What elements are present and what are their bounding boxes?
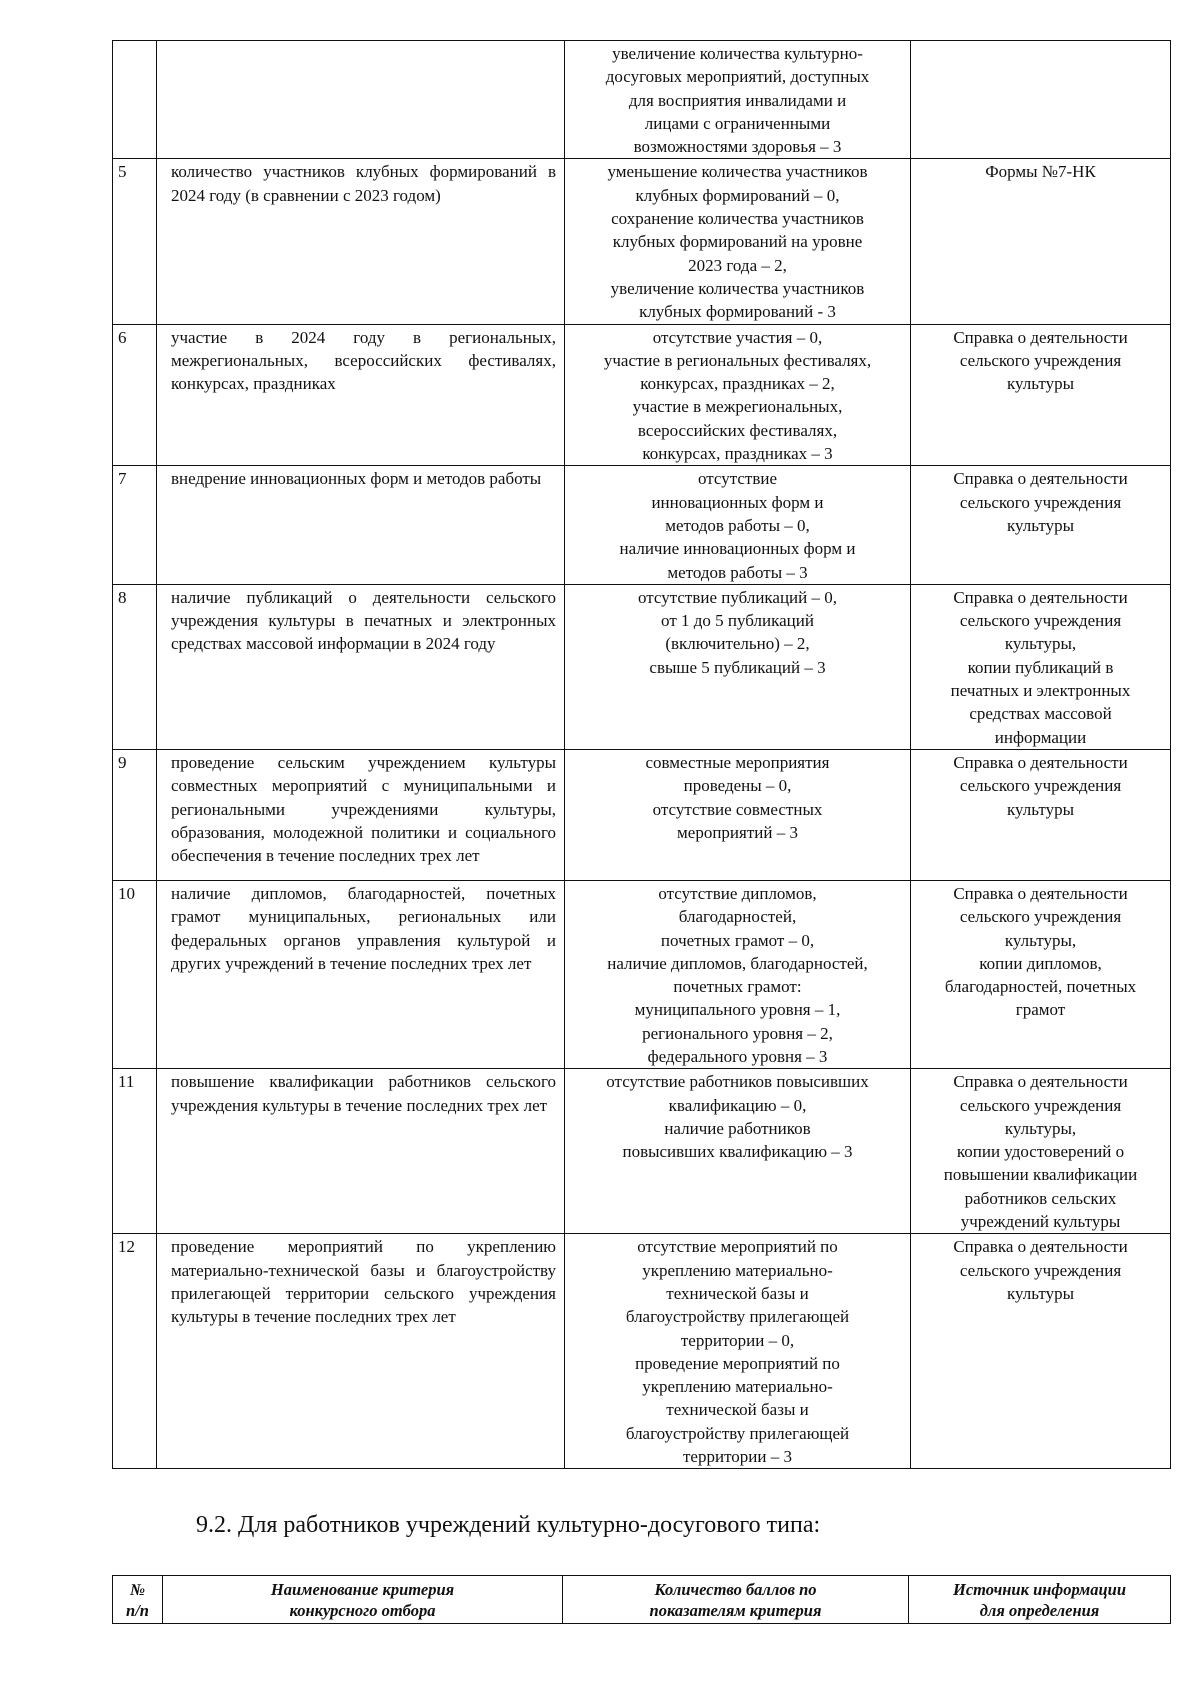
- criterion-points: [565, 466, 911, 584]
- points-line: укреплению материально-: [642, 1260, 833, 1280]
- row-number: [113, 41, 157, 159]
- criterion-points: [565, 324, 911, 466]
- source-line: копии дипломов,: [979, 953, 1102, 973]
- source-line: работников сельских: [964, 1188, 1117, 1208]
- table-row: [113, 584, 1171, 749]
- points-line: территории – 3: [683, 1447, 792, 1467]
- criterion-name: наличие дипломов, благодарностей, почетных грамот муниципальных, региональных или федеральных органов управления культурой и других учреждений в течение последних трех лет: [157, 880, 565, 1068]
- source-line: сельского учреждения: [959, 350, 1122, 370]
- source-line: Справка о деятельности: [953, 752, 1128, 772]
- row-number: 9: [113, 749, 157, 880]
- source-line: Справка о деятельности: [953, 327, 1128, 347]
- source-line: культуры: [1007, 515, 1074, 535]
- source-line: культуры,: [1004, 634, 1077, 654]
- table-row: [113, 159, 1171, 324]
- table-row: [113, 1234, 1171, 1469]
- source-line: культуры: [1007, 1283, 1074, 1303]
- information-source: [911, 1069, 1171, 1234]
- points-line: методов работы – 0,: [665, 515, 810, 535]
- information-source: [911, 880, 1171, 1068]
- points-line: участие в региональных фестивалях,: [603, 350, 872, 370]
- source-line: сельского учреждения: [959, 611, 1122, 631]
- row-number: 12: [113, 1234, 157, 1469]
- table-row: [113, 1069, 1171, 1234]
- points-line: уменьшение количества участников: [607, 162, 868, 182]
- source-line: информации: [994, 727, 1087, 747]
- points-line: территории – 0,: [680, 1330, 795, 1350]
- points-line: наличие инновационных форм и: [619, 539, 856, 559]
- source-line: Справка о деятельности: [953, 1237, 1128, 1257]
- points-line: 2023 года – 2,: [688, 255, 787, 275]
- header-row: [113, 1576, 1171, 1624]
- points-line: увеличение количества культурно-: [612, 44, 863, 63]
- points-line: регионального уровня – 2,: [642, 1023, 833, 1043]
- criterion-points: [565, 159, 911, 324]
- points-line: инновационных форм и: [651, 492, 824, 512]
- points-line: всероссийских фестивалях,: [637, 420, 838, 440]
- points-line: благоустройству прилегающей: [625, 1307, 850, 1327]
- row-number: 8: [113, 584, 157, 749]
- source-line: копии удостоверений о: [956, 1142, 1125, 1162]
- points-line: клубных формирований на уровне: [612, 232, 863, 252]
- points-line: проведение мероприятий по: [635, 1353, 840, 1373]
- criterion-points: [565, 880, 911, 1068]
- points-line: методов работы – 3: [667, 562, 808, 582]
- points-line: отсутствие дипломов,: [658, 883, 817, 903]
- source-line: печатных и электронных: [950, 681, 1131, 701]
- points-line: отсутствие публикаций – 0,: [637, 587, 838, 607]
- source-line: Справка о деятельности: [953, 469, 1128, 489]
- points-line: мероприятий – 3: [677, 822, 798, 842]
- source-line: средствах массовой: [969, 704, 1112, 724]
- points-line: от 1 до 5 публикаций: [661, 611, 814, 631]
- points-line: возможностями здоровья – 3: [633, 137, 842, 157]
- points-line: участие в межрегиональных,: [632, 397, 843, 417]
- source-line: копии публикаций в: [967, 657, 1114, 677]
- points-line: федерального уровня – 3: [647, 1046, 828, 1066]
- table-row: [113, 880, 1171, 1068]
- points-line: клубных формирований - 3: [639, 302, 836, 322]
- row-number: 7: [113, 466, 157, 584]
- points-line: почетных грамот:: [673, 977, 802, 997]
- points-line: отсутствие: [697, 469, 777, 489]
- points-line: (включительно) – 2,: [665, 634, 810, 654]
- criterion-name: количество участников клубных формирований в 2024 году (в сравнении с 2023 годом): [157, 159, 565, 324]
- source-line: сельского учреждения: [959, 492, 1122, 512]
- criterion-points: [565, 41, 911, 159]
- source-line: сельского учреждения: [959, 907, 1122, 927]
- points-line: отсутствие работников повысивших: [606, 1072, 869, 1092]
- information-source: [911, 1234, 1171, 1469]
- source-line: Справка о деятельности: [953, 1072, 1128, 1092]
- source-line: благодарностей, почетных: [944, 977, 1137, 997]
- points-line: наличие дипломов, благодарностей,: [607, 953, 868, 973]
- criterion-name: внедрение инновационных форм и методов работы: [157, 466, 565, 584]
- table-row: [113, 324, 1171, 466]
- source-line: Справка о деятельности: [953, 883, 1128, 903]
- header-criterion-name: Наименование критерия конкурсного отбора: [163, 1576, 563, 1624]
- criteria-table: [112, 40, 1171, 1469]
- criteria-table-body: [113, 41, 1171, 1469]
- information-source: [911, 324, 1171, 466]
- header-number: № п/п: [113, 1576, 163, 1624]
- points-line: отсутствие совместных: [652, 799, 823, 819]
- criterion-points: [565, 1069, 911, 1234]
- source-line: Справка о деятельности: [953, 587, 1128, 607]
- section-heading: 9.2. Для работников учреждений культурно-досугового типа:: [196, 1512, 821, 1538]
- source-line: сельского учреждения: [959, 1095, 1122, 1115]
- points-line: для восприятия инвалидами и: [628, 90, 847, 110]
- criterion-name: [157, 41, 565, 159]
- row-number: 6: [113, 324, 157, 466]
- criterion-name: проведение сельским учреждением культуры совместных мероприятий с муниципальными и региональными учреждениями культуры, образования, молодежной политики и социального обеспечения в течение последних трех лет: [157, 749, 565, 880]
- points-line: почетных грамот – 0,: [660, 930, 815, 950]
- points-line: технической базы и: [666, 1283, 809, 1303]
- points-line: благоустройству прилегающей: [625, 1423, 850, 1443]
- points-line: технической базы и: [666, 1400, 809, 1420]
- source-line: грамот: [1015, 1000, 1066, 1020]
- source-line: сельского учреждения: [959, 1260, 1122, 1280]
- header-source: Источник информации для определения: [909, 1576, 1171, 1624]
- source-line: Формы №7-НК: [985, 162, 1096, 182]
- points-line: конкурсах, праздниках – 3: [642, 444, 833, 464]
- points-line: повысивших квалификацию – 3: [622, 1142, 853, 1162]
- points-line: проведены – 0,: [683, 776, 792, 796]
- criterion-name: проведение мероприятий по укреплению материально-технической базы и благоустройству прилегающей территории сельского учреждения культуры в течение последних трех лет: [157, 1234, 565, 1469]
- points-line: отсутствие мероприятий по: [637, 1237, 838, 1257]
- points-line: клубных формирований – 0,: [635, 185, 840, 205]
- table-row: [113, 466, 1171, 584]
- information-source: [911, 466, 1171, 584]
- table-row: [113, 749, 1171, 880]
- source-line: учреждений культуры: [960, 1212, 1121, 1232]
- source-line: культуры,: [1004, 930, 1077, 950]
- criterion-points: [565, 1234, 911, 1469]
- next-table-header: [112, 1575, 1171, 1624]
- points-line: свыше 5 публикаций – 3: [649, 657, 826, 677]
- information-source: [911, 159, 1171, 324]
- points-line: совместные мероприятия: [645, 752, 830, 772]
- information-source: [911, 584, 1171, 749]
- points-line: досуговых мероприятий, доступных: [605, 67, 870, 87]
- points-line: сохранение количества участников: [611, 209, 864, 229]
- points-line: конкурсах, праздниках – 2,: [640, 374, 835, 394]
- criterion-points: [565, 584, 911, 749]
- table-row: [113, 41, 1171, 159]
- row-number: 10: [113, 880, 157, 1068]
- source-line: культуры: [1007, 374, 1074, 394]
- criterion-name: повышение квалификации работников сельского учреждения культуры в течение последних трех лет: [157, 1069, 565, 1234]
- information-source: [911, 749, 1171, 880]
- points-line: отсутствие участия – 0,: [652, 327, 823, 347]
- criterion-points: [565, 749, 911, 880]
- points-line: благодарностей,: [678, 907, 797, 927]
- points-line: квалификацию – 0,: [668, 1095, 807, 1115]
- source-line: сельского учреждения: [959, 776, 1122, 796]
- source-line: повышении квалификации: [943, 1165, 1138, 1185]
- row-number: 5: [113, 159, 157, 324]
- header-points: Количество баллов по показателям критерия: [563, 1576, 909, 1624]
- criterion-name: наличие публикаций о деятельности сельского учреждения культуры в печатных и электронных средствах массовой информации в 2024 году: [157, 584, 565, 749]
- points-line: увеличение количества участников: [610, 278, 865, 298]
- points-line: укреплению материально-: [642, 1377, 833, 1397]
- information-source: [911, 41, 1171, 159]
- row-number: 11: [113, 1069, 157, 1234]
- source-line: культуры: [1007, 799, 1074, 819]
- points-line: наличие работников: [664, 1118, 811, 1138]
- points-line: муниципального уровня – 1,: [634, 1000, 841, 1020]
- source-line: культуры,: [1004, 1118, 1077, 1138]
- points-line: лицами с ограниченными: [644, 113, 831, 133]
- criterion-name: участие в 2024 году в региональных, межрегиональных, всероссийских фестивалях, конкурсах, праздниках: [157, 324, 565, 466]
